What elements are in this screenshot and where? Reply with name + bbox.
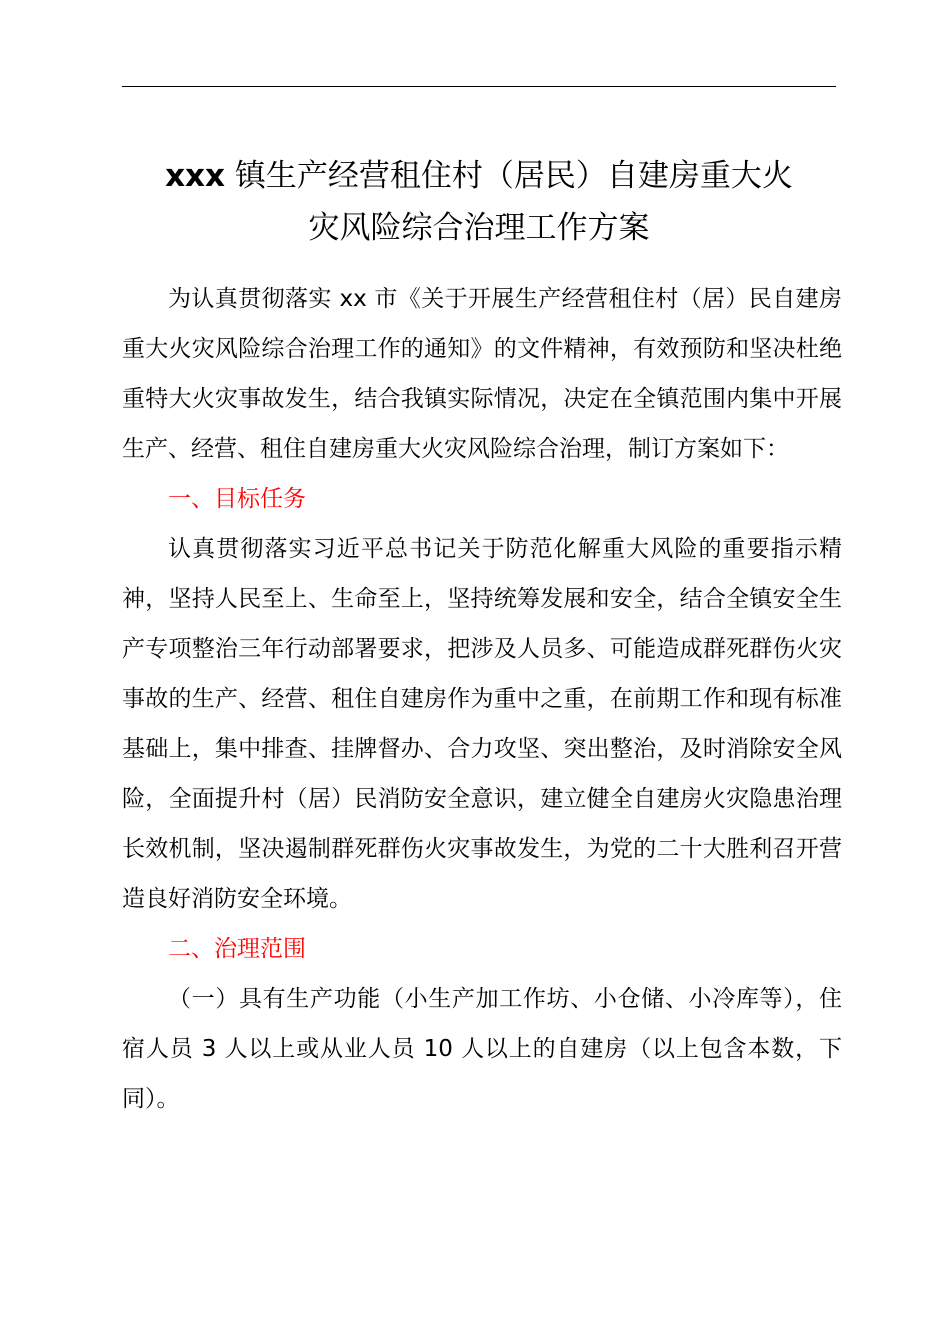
title-prefix: xxx — [165, 158, 226, 194]
title-line-2: 灾风险综合治理工作方案 — [308, 210, 650, 246]
document-body — [122, 274, 842, 1124]
intro-paragraph: 为认真贯彻落实 xx 市《关于开展生产经营租住村（居）民自建房重大火灾风险综合治理工作的通知》的文件精神，有效预防和坚决杜绝重特大火灾事故发生，结合我镇实际情况，决定在全镇范围内集中开展生产、经营、租住自建房重大火灾风险综合治理，制订方案如下： — [122, 286, 842, 462]
section-heading-scope: 二、治理范围 — [168, 936, 306, 962]
scope-paragraph-1: （一）具有生产功能（小生产加工作坊、小仓储、小冷库等），住宿人员 3 人以上或从业人员 10 人以上的自建房（以上包含本数，下同）。 — [122, 986, 842, 1112]
objectives-paragraph: 认真贯彻落实习近平总书记关于防范化解重大风险的重要指示精神，坚持人民至上、生命至上，坚持统筹发展和安全，结合全镇安全生产专项整治三年行动部署要求，把涉及人员多、可能造成群死群伤火灾事故的生产、经营、租住自建房作为重中之重，在前期工作和现有标准基础上，集中排查、挂牌督办、合力攻坚、突出整治，及时消除安全风险，全面提升村（居）民消防安全意识，建立健全自建房火灾隐患治理长效机制，坚决遏制群死群伤火灾事故发生，为党的二十大胜利召开营造良好消防安全环境。 — [122, 536, 842, 912]
title-line-1 — [110, 150, 848, 202]
document-title — [110, 150, 848, 254]
header-rule — [122, 86, 836, 87]
section-heading-objectives: 一、目标任务 — [168, 486, 306, 512]
title-line-1-text: 镇生产经营租住村（居民）自建房重大火 — [234, 158, 793, 194]
